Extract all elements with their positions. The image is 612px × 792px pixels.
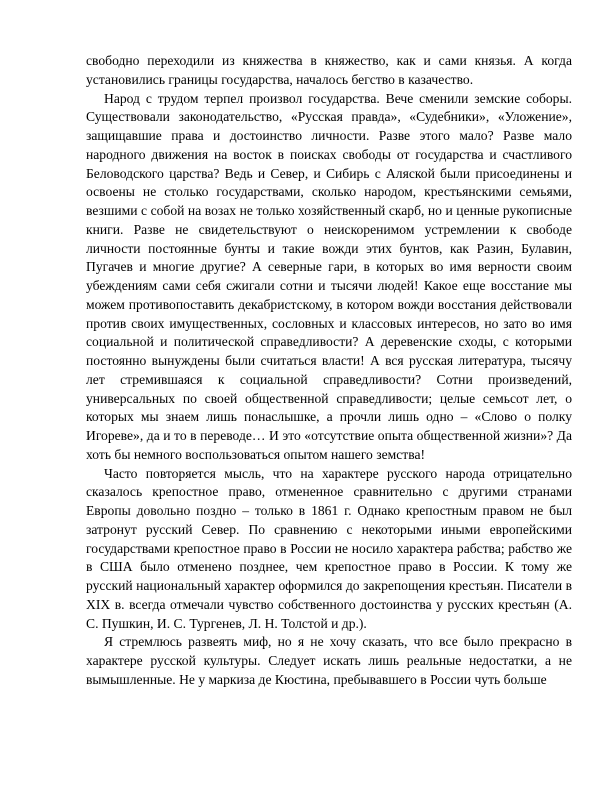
paragraph-2: Народ с трудом терпел произвол государства. Вече сменили земские соборы. Существовали законодательство, «Русская правда», «Судебники», «Уложение», защищавшие права и достоинство личности. Разве этого мало? Разве мало народного движения на восток в поисках свободы от государства и счастливого Беловодского царства? Ведь и Север, и Сибирь с Аляской были присоединены и освоены не столько государствами, сколько народом, крестьянскими семьями, везшими с собой на возах не только хозяйственный скарб, но и ценные рукописные книги. Разве не свидетельствуют о неискоренимом устремлении к свободе личности постоянные бунты и такие вожди этих бунтов, как Разин, Булавин, Пугачев и многие другие? А северные гари, в которых во имя верности своим убеждениям сами себя сжигали сотни и тысячи людей! Какое еще восстание мы можем противопоставить декабристскому, в котором вожди восстания действовали против своих имущественных, сословных и классовых интересов, но зато во имя социальной и политической справедливости? А деревенские сходы, с которыми постоянно вынуждены были считаться власти! А вся русская литература, тысячу лет стремившаяся к социальной справедливости? Сотни произведений, универсальных по своей общественной справедливости; целые семьсот лет, о которых мы знаем лишь понаслышке, а прочли лишь одно – «Слово о полку Игореве», да и то в переводе… И это «отсутствие опыта общественной жизни»? Да хоть бы немного воспользоваться опытом нашего земства! [86, 90, 572, 462]
paragraph-3: Часто повторяется мысль, что на характере русского народа отрицательно сказалось крепостное право, отмененное сравнительно с другими странами Европы довольно поздно – только в 1861 г. Однако крепостным правом не был затронут русский Север. По сравнению с некоторыми иными европейскими государствами крепостное право в России не носило характера рабства; рабство же в США было отменено позднее, чем крепостное право в России. К тому же русский национальный характер оформился до закрепощения крестьян. Писатели в XIX в. всегда отмечали чувство собственного достоинства у русских крестьян (А. С. Пушкин, И. С. Тургенев, Л. Н. Толстой и др.). [86, 465, 572, 631]
document-page [86, 52, 572, 690]
paragraph-4: Я стремлюсь развеять миф, но я не хочу сказать, что все было прекрасно в характере русской культуры. Следует искать лишь реальные недостатки, а не вымышленные. Не у маркиза де Кюстина, пребывавшего в России чуть больше [86, 634, 572, 687]
paragraph-1: свободно переходили из княжества в княжество, как и сами князья. А когда установились границы государства, началось бегство в казачество. [86, 53, 572, 87]
